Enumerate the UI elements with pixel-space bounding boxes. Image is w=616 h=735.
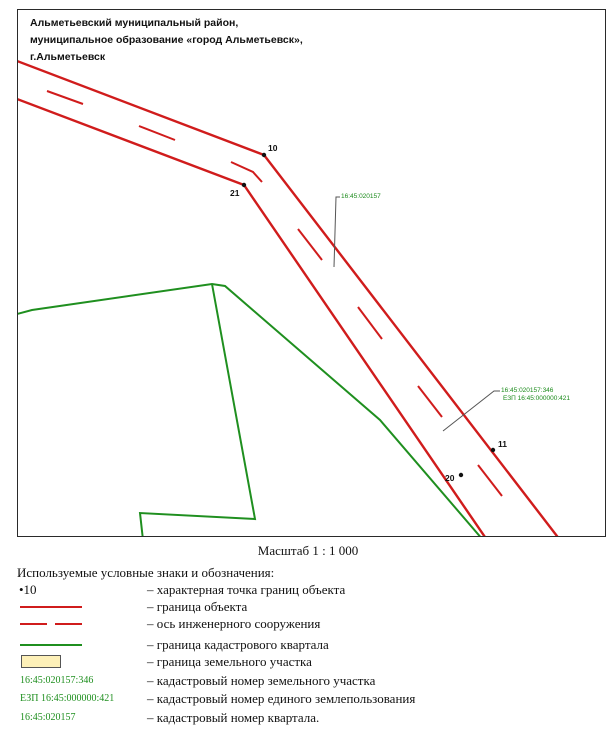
legend-desc: – кадастровый номер квартала.	[147, 710, 320, 725]
quarter-boundary-line	[17, 284, 483, 540]
unified-use-number-label: ЕЗП 16:45:000000:421	[503, 395, 571, 402]
legend-item-quarter-number	[17, 709, 607, 727]
dashed-red-line-icon	[17, 615, 137, 633]
legend-item-unified-use	[17, 690, 607, 708]
quarter-boundary-line-inner	[140, 284, 255, 540]
point-21-marker	[242, 183, 246, 187]
legend-desc: – ось инженерного сооружения	[147, 616, 321, 631]
leader-quarter	[334, 197, 340, 267]
point-20-marker	[459, 473, 463, 477]
title-line-3: г.Альметьевск	[30, 51, 106, 63]
yellow-box-icon	[17, 653, 137, 671]
legend-item-parcel-number	[17, 672, 607, 690]
legend-desc: – характерная точка границ объекта	[147, 582, 346, 597]
point-20-label: 20	[445, 473, 455, 483]
green-text-symbol: 16:45:020157	[20, 712, 76, 723]
legend-item-land-plot	[17, 653, 607, 671]
legend-desc: – кадастровый номер единого землепользования	[147, 691, 416, 706]
solid-red-line-icon	[17, 598, 137, 616]
point-10-marker	[262, 153, 266, 157]
point-11-marker	[491, 448, 495, 452]
quarter-number-label: 16:45:020157	[341, 193, 381, 200]
point-10-label: 10	[268, 143, 278, 153]
green-text-symbol: 16:45:020157:346	[20, 675, 94, 686]
legend-item-quarter-boundary	[17, 636, 607, 654]
point-symbol-icon	[17, 581, 137, 599]
title-line-2: муниципальное образование «город Альметьевск»,	[30, 34, 303, 46]
legend-desc: – кадастровый номер земельного участка	[147, 673, 376, 688]
boundary-points	[242, 153, 495, 477]
scale-label: Масштаб 1 : 1 000	[257, 543, 359, 558]
solid-green-line-icon	[17, 636, 137, 654]
parcel-number-label: 16:45:020157:346	[501, 387, 554, 394]
legend-title: Используемые условные знаки и обозначения:	[17, 565, 275, 580]
legend-item-object-boundary	[17, 598, 607, 616]
point-symbol-text: •10	[19, 582, 37, 597]
object-boundary-lower	[17, 99, 487, 540]
legend-desc: – граница объекта	[147, 599, 248, 614]
legend-item-point	[17, 581, 607, 599]
green-text-symbol: ЕЗП 16:45:000000:421	[20, 693, 115, 704]
legend-desc: – граница земельного участка	[147, 654, 312, 669]
map-title	[30, 15, 303, 66]
point-21-label: 21	[230, 188, 240, 198]
legend-item-axis	[17, 615, 607, 633]
point-11-label: 11	[498, 439, 507, 449]
legend-desc: – граница кадастрового квартала	[147, 637, 329, 652]
title-line-1: Альметьевский муниципальный район,	[30, 17, 239, 29]
